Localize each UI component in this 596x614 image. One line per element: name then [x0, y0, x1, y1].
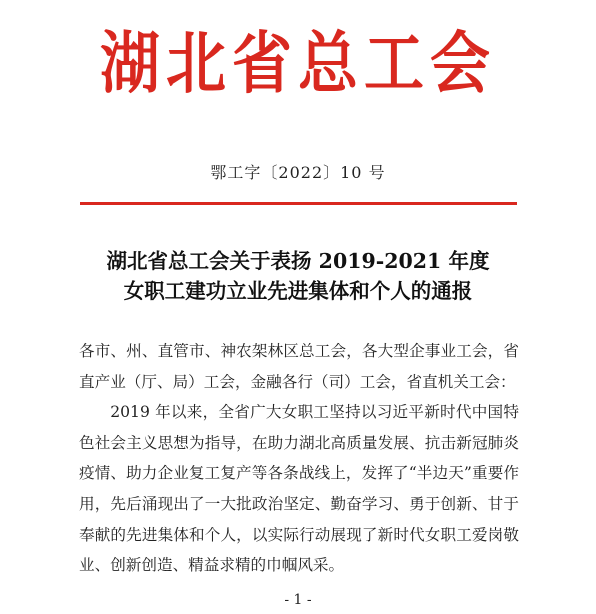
addressee-paragraph: 各市、州、直管市、神农架林区总工会，各大型企事业工会，省直产业（厅、局）工会，金融各行（司）工会，省直机关工会： — [79, 342, 519, 391]
red-divider-line — [80, 202, 517, 205]
page-number: - 1 - — [284, 592, 312, 608]
title-line-2: 女职工建功立业先进集体和个人的通报 — [123, 279, 473, 303]
document-body — [79, 336, 519, 581]
title-line-1: 湖北省总工会关于表扬 2019-2021 年度 — [106, 249, 490, 273]
document-number: 鄂工字〔2022〕10 号 — [210, 163, 386, 182]
body-paragraph-1: 2019 年以来，全省广大女职工坚持以习近平新时代中国特色社会主义思想为指导，在助力湖北高质量发展、抗击新冠肺炎疫情、助力企业复工复产等各条战线上，发挥了“半边天”重要作用，先后涌现出了一大批政治坚定、勤奋学习、勇于创新、甘于奉献的先进集体和个人，以实际行动展现了新时代女职工爱岗敬业、创新创造、精益求精的巾帼风采。 — [79, 403, 519, 575]
letterhead-org-name: 湖北省总工会 — [100, 24, 496, 104]
document-title — [0, 246, 596, 306]
